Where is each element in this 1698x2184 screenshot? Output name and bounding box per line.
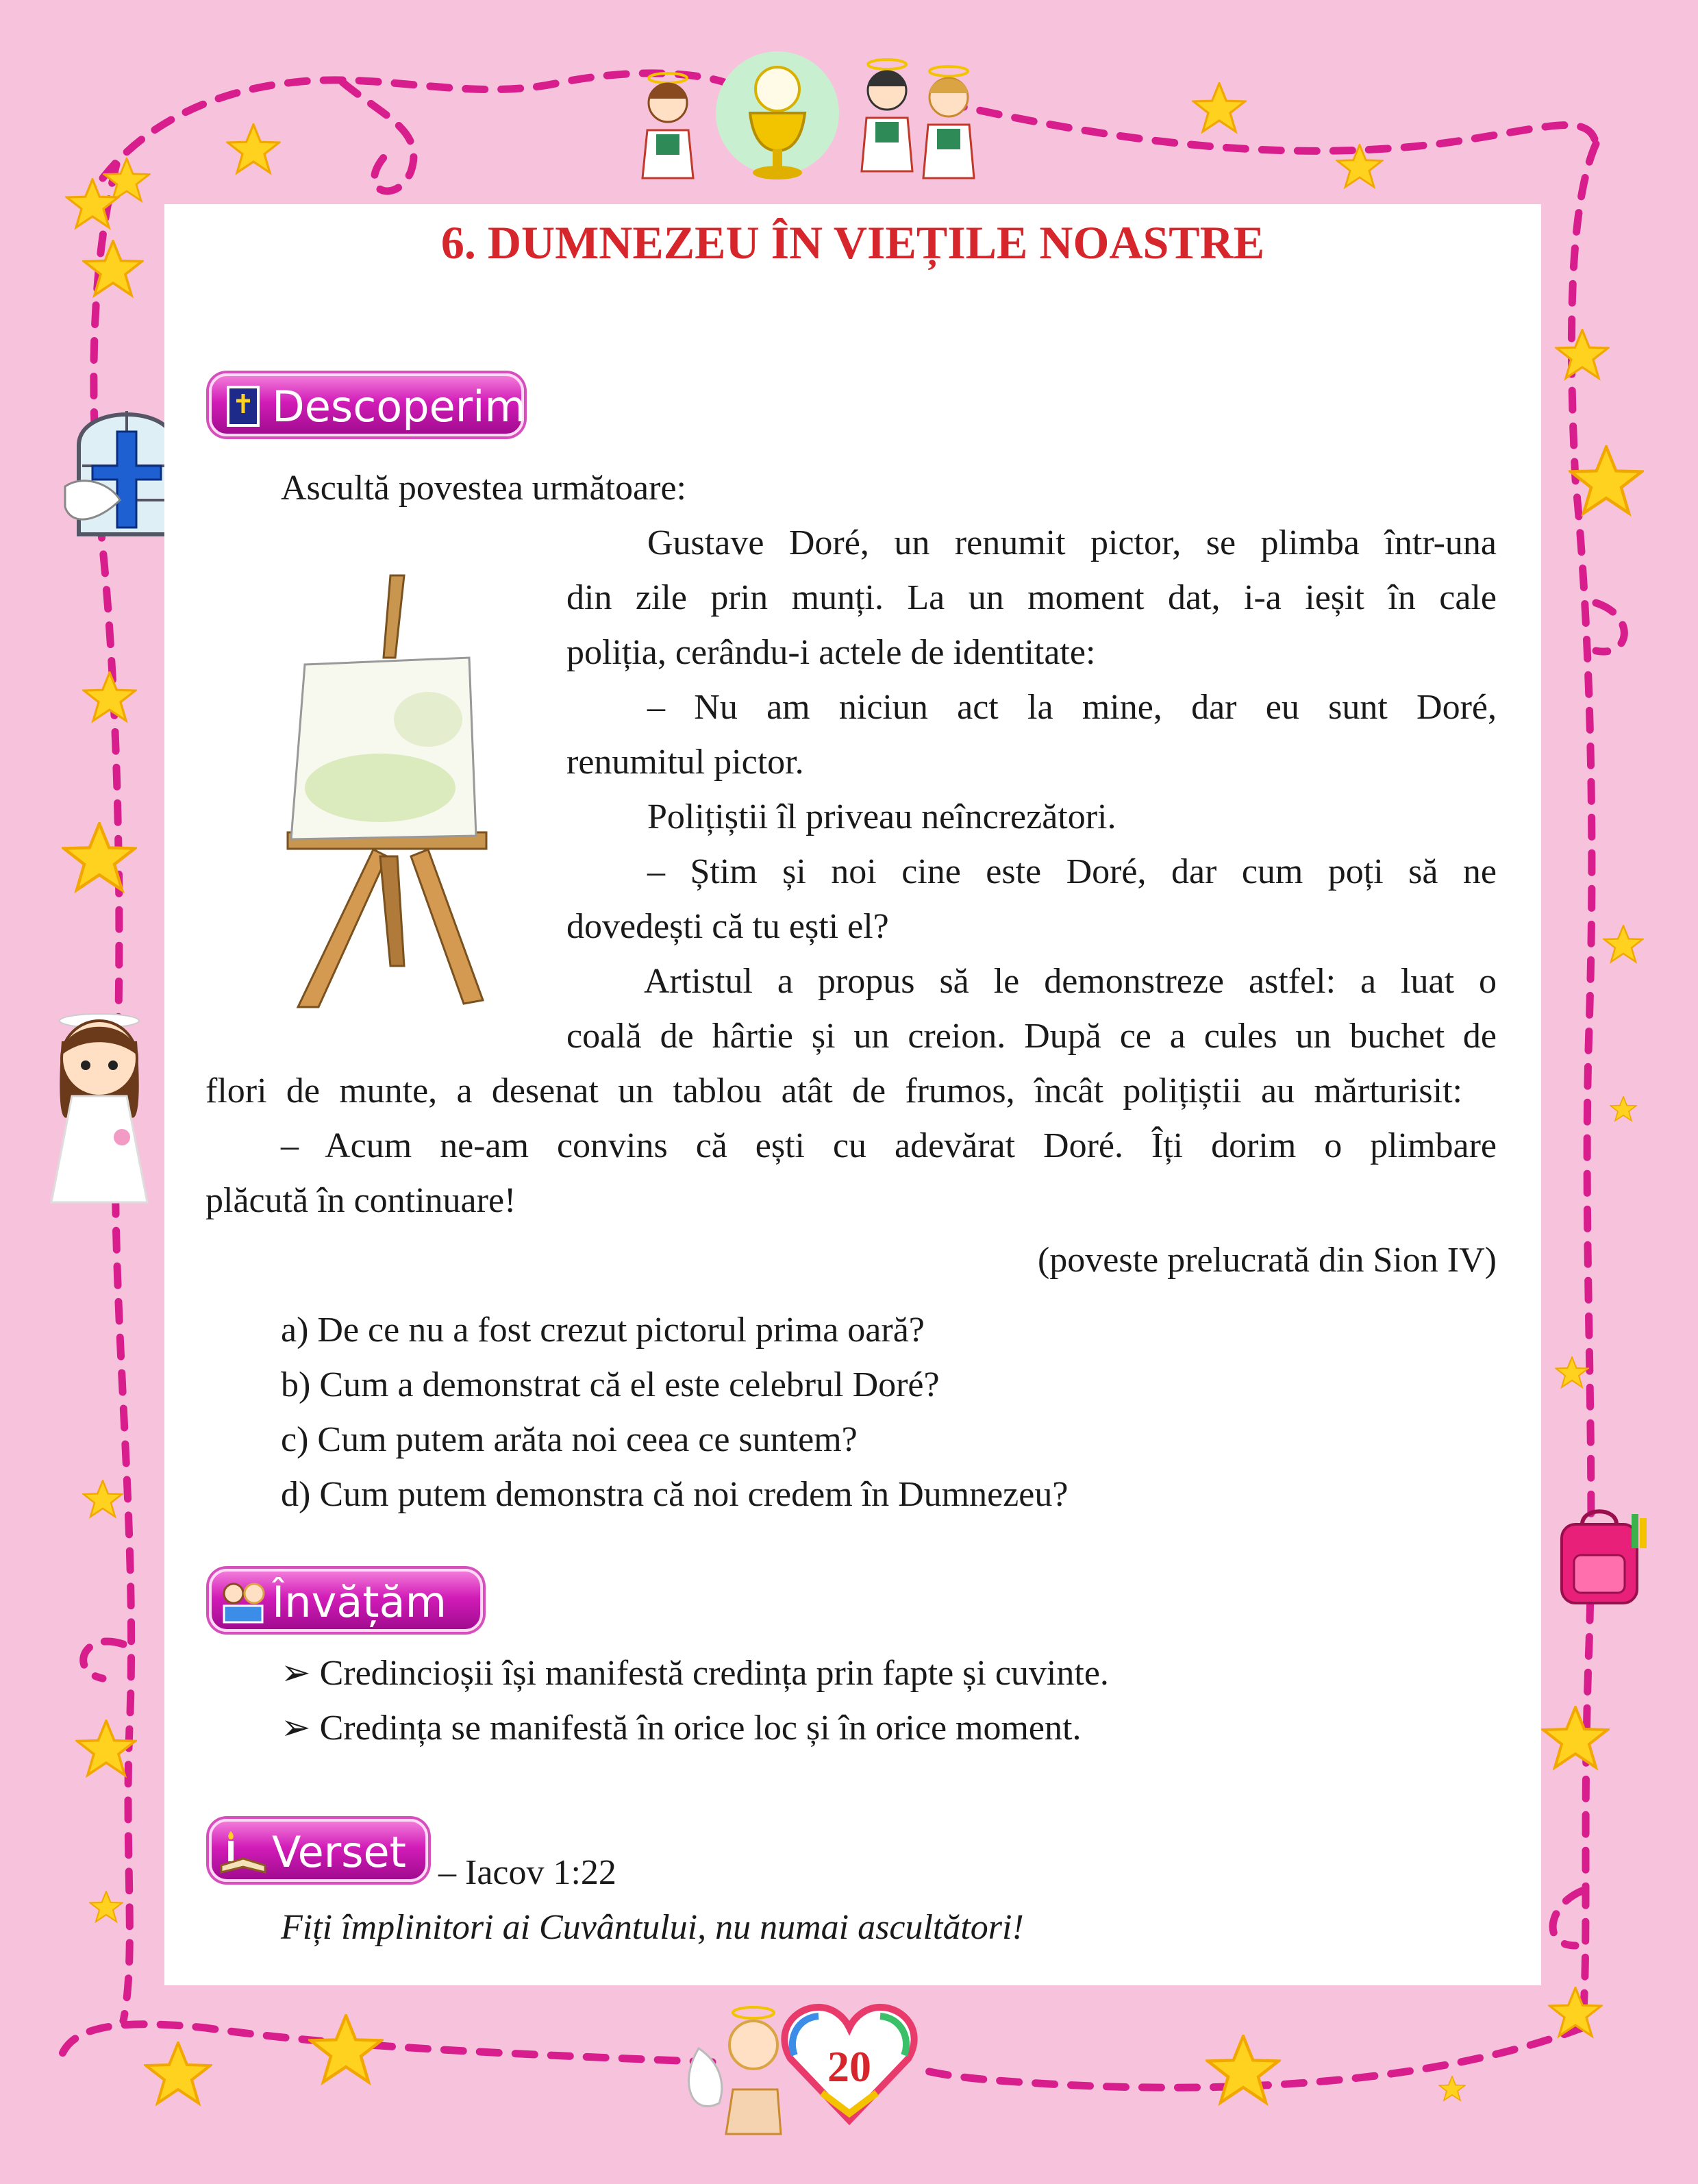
story-line: din zile prin munți. La un moment dat, i-a ieșit în cale <box>566 578 1497 617</box>
story-line: – Știm și noi cine este Doré, dar cum poți să ne <box>647 852 1497 891</box>
bible-icon <box>219 382 268 431</box>
chalice-icon <box>712 48 842 185</box>
question-item: d) Cum putem demonstra că noi credem în Dumnezeu? <box>281 1475 1069 1514</box>
story-line: poliția, cerându-i actele de identitate: <box>566 633 1096 672</box>
verse-text: Fiți împlinitori ai Cuvântului, nu numai ascultători! <box>281 1908 1024 1947</box>
story-source: (poveste prelucrată din Sion IV) <box>1037 1241 1497 1280</box>
learn-item: ➢ Credința se manifestă în orice loc și în orice moment. <box>281 1709 1082 1748</box>
angel-icon <box>630 69 706 185</box>
story-line: renumitul pictor. <box>566 743 804 782</box>
story-line: plăcută în continuare! <box>205 1181 516 1220</box>
story-line: coală de hârtie și un creion. După ce a cules un buchet de <box>566 1017 1497 1056</box>
girl-icon <box>41 1000 158 1206</box>
easel-icon <box>271 562 503 1014</box>
page-title: 6. DUMNEZEU ÎN VIEȚILE NOASTRE <box>440 216 1265 269</box>
section-badge-verset <box>209 1819 428 1882</box>
learn-item: ➢ Credincioșii își manifestă credința prin fapte și cuvinte. <box>281 1654 1109 1693</box>
story-intro: Ascultă povestea următoare: <box>281 469 686 508</box>
question-item: a) De ce nu a fost crezut pictorul prima oară? <box>281 1311 925 1350</box>
story-line: flori de munte, a desenat un tablou atât de frumos, încât polițiștii au mărturisit: <box>205 1071 1462 1110</box>
question-item: b) Cum a demonstrat că el este celebrul Doré? <box>281 1365 940 1404</box>
story-line: Artistul a propus să le demonstreze astfel: a luat o <box>644 962 1497 1001</box>
question-item: c) Cum putem arăta noi ceea ce suntem? <box>281 1420 858 1459</box>
section-label-verset: Verset <box>272 1827 406 1877</box>
section-label-descoperim: Descoperim <box>272 382 526 432</box>
children-reading-icon <box>219 1577 268 1626</box>
story-line: dovedești că tu ești el? <box>566 907 889 946</box>
section-label-invatam: Învățăm <box>272 1577 447 1627</box>
story-line: Polițiștii îl priveau neîncrezători. <box>647 797 1116 836</box>
angel-icon <box>911 62 986 185</box>
verse-reference: – Iacov 1:22 <box>438 1853 616 1892</box>
page-number: 20 <box>827 2042 871 2091</box>
backpack-icon <box>1555 1507 1651 1610</box>
section-badge-descoperim <box>209 373 524 436</box>
story-line: – Acum ne-am convins că ești cu adevărat Doré. Îți dorim o plimbare <box>281 1126 1497 1165</box>
story-line: Gustave Doré, un renumit pictor, se plimba într-una <box>647 523 1497 562</box>
story-line: – Nu am niciun act la mine, dar eu sunt Doré, <box>647 688 1497 727</box>
candle-book-icon <box>219 1827 268 1876</box>
section-badge-invatam <box>209 1569 483 1632</box>
